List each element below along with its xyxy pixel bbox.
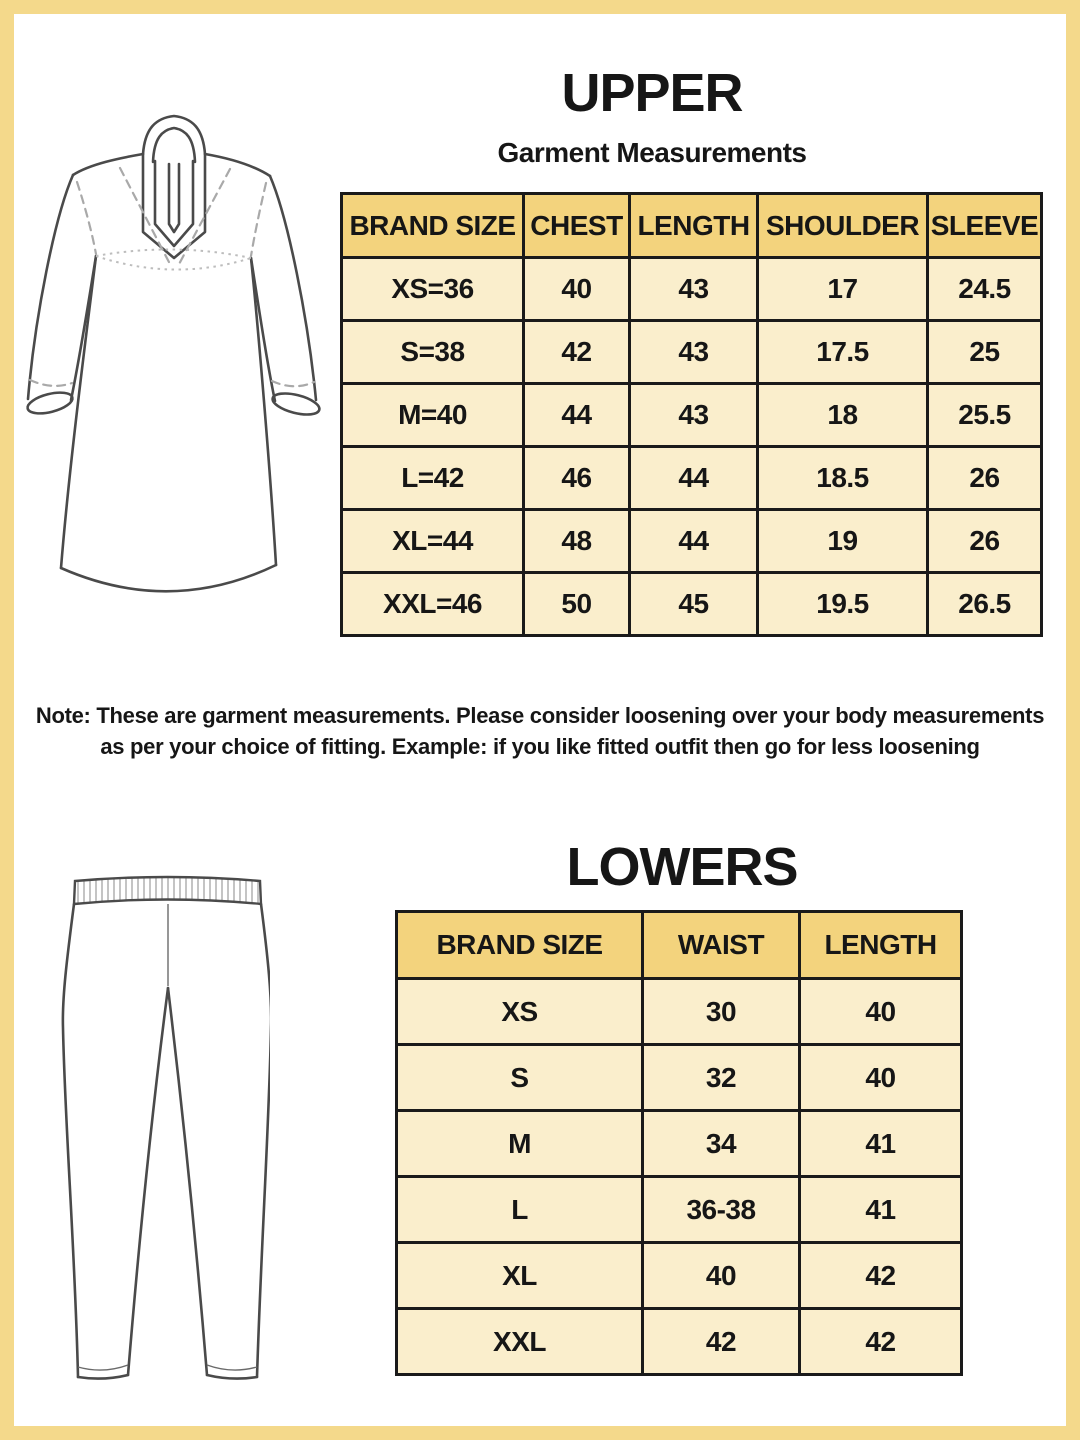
column-header: WAIST <box>643 912 800 979</box>
table-cell: 26.5 <box>928 573 1042 636</box>
table-cell: XL <box>397 1243 643 1309</box>
table-row <box>342 510 1042 573</box>
table-cell: 17 <box>758 258 928 321</box>
table-cell: 24.5 <box>928 258 1042 321</box>
table-cell: 34 <box>643 1111 800 1177</box>
table-cell: 44 <box>630 510 758 573</box>
table-cell: 50 <box>524 573 630 636</box>
table-cell: 42 <box>800 1243 962 1309</box>
table-cell: M=40 <box>342 384 524 447</box>
table-cell: 42 <box>524 321 630 384</box>
table-cell: 42 <box>643 1309 800 1375</box>
upper-size-table <box>340 192 1043 637</box>
column-header: CHEST <box>524 194 630 258</box>
column-header: SHOULDER <box>758 194 928 258</box>
lowers-section-title: LOWERS <box>566 837 798 897</box>
lowers-size-table <box>395 910 963 1376</box>
table-cell: 44 <box>630 447 758 510</box>
table-cell: 45 <box>630 573 758 636</box>
table-cell: 44 <box>524 384 630 447</box>
table-row <box>397 1111 962 1177</box>
upper-heading-block <box>262 64 1042 169</box>
column-header: LENGTH <box>630 194 758 258</box>
table-cell: S=38 <box>342 321 524 384</box>
table-header-row <box>397 912 962 979</box>
table-cell: 46 <box>524 447 630 510</box>
table-cell: L <box>397 1177 643 1243</box>
table-row <box>397 1309 962 1375</box>
table-cell: 41 <box>800 1111 962 1177</box>
upper-table-wrap <box>340 192 1040 637</box>
table-cell: 43 <box>630 321 758 384</box>
upper-section-subtitle: Garment Measurements <box>497 137 807 169</box>
kurta-outline-icon <box>20 106 334 662</box>
table-cell: 19 <box>758 510 928 573</box>
lowers-table-wrap <box>395 910 960 1376</box>
table-row <box>397 1243 962 1309</box>
table-cell: L=42 <box>342 447 524 510</box>
table-cell: 48 <box>524 510 630 573</box>
table-row <box>342 321 1042 384</box>
table-cell: 25 <box>928 321 1042 384</box>
column-header: LENGTH <box>800 912 962 979</box>
table-row <box>342 447 1042 510</box>
column-header: SLEEVE <box>928 194 1042 258</box>
column-header: BRAND SIZE <box>397 912 643 979</box>
table-cell: 40 <box>800 1045 962 1111</box>
table-cell: 26 <box>928 447 1042 510</box>
table-cell: XS <box>397 979 643 1045</box>
table-cell: 40 <box>800 979 962 1045</box>
table-row <box>397 1045 962 1111</box>
table-cell: 40 <box>643 1243 800 1309</box>
table-cell: 18.5 <box>758 447 928 510</box>
table-row <box>397 1177 962 1243</box>
table-cell: 43 <box>630 258 758 321</box>
lowers-heading-block <box>292 838 1072 897</box>
table-cell: XXL=46 <box>342 573 524 636</box>
table-cell: 42 <box>800 1309 962 1375</box>
pants-outline-icon <box>45 868 270 1383</box>
note-line-2: as per your choice of fitting. Example: if you like fitted outfit then go for less loosening <box>100 734 980 759</box>
table-row <box>342 258 1042 321</box>
table-cell: XL=44 <box>342 510 524 573</box>
table-cell: XS=36 <box>342 258 524 321</box>
table-row <box>342 573 1042 636</box>
table-cell: 19.5 <box>758 573 928 636</box>
measurement-note <box>15 700 1065 762</box>
table-cell: 43 <box>630 384 758 447</box>
table-cell: 40 <box>524 258 630 321</box>
upper-section-title: UPPER <box>561 63 743 123</box>
table-row <box>397 979 962 1045</box>
table-header-row <box>342 194 1042 258</box>
table-cell: 17.5 <box>758 321 928 384</box>
table-cell: 32 <box>643 1045 800 1111</box>
table-row <box>342 384 1042 447</box>
table-cell: XXL <box>397 1309 643 1375</box>
table-cell: 25.5 <box>928 384 1042 447</box>
column-header: BRAND SIZE <box>342 194 524 258</box>
table-cell: 18 <box>758 384 928 447</box>
note-line-1: Note: These are garment measurements. Please consider loosening over your body measurements <box>35 703 1045 728</box>
table-cell: 26 <box>928 510 1042 573</box>
table-cell: 30 <box>643 979 800 1045</box>
table-cell: 36-38 <box>643 1177 800 1243</box>
table-cell: M <box>397 1111 643 1177</box>
table-cell: S <box>397 1045 643 1111</box>
table-cell: 41 <box>800 1177 962 1243</box>
